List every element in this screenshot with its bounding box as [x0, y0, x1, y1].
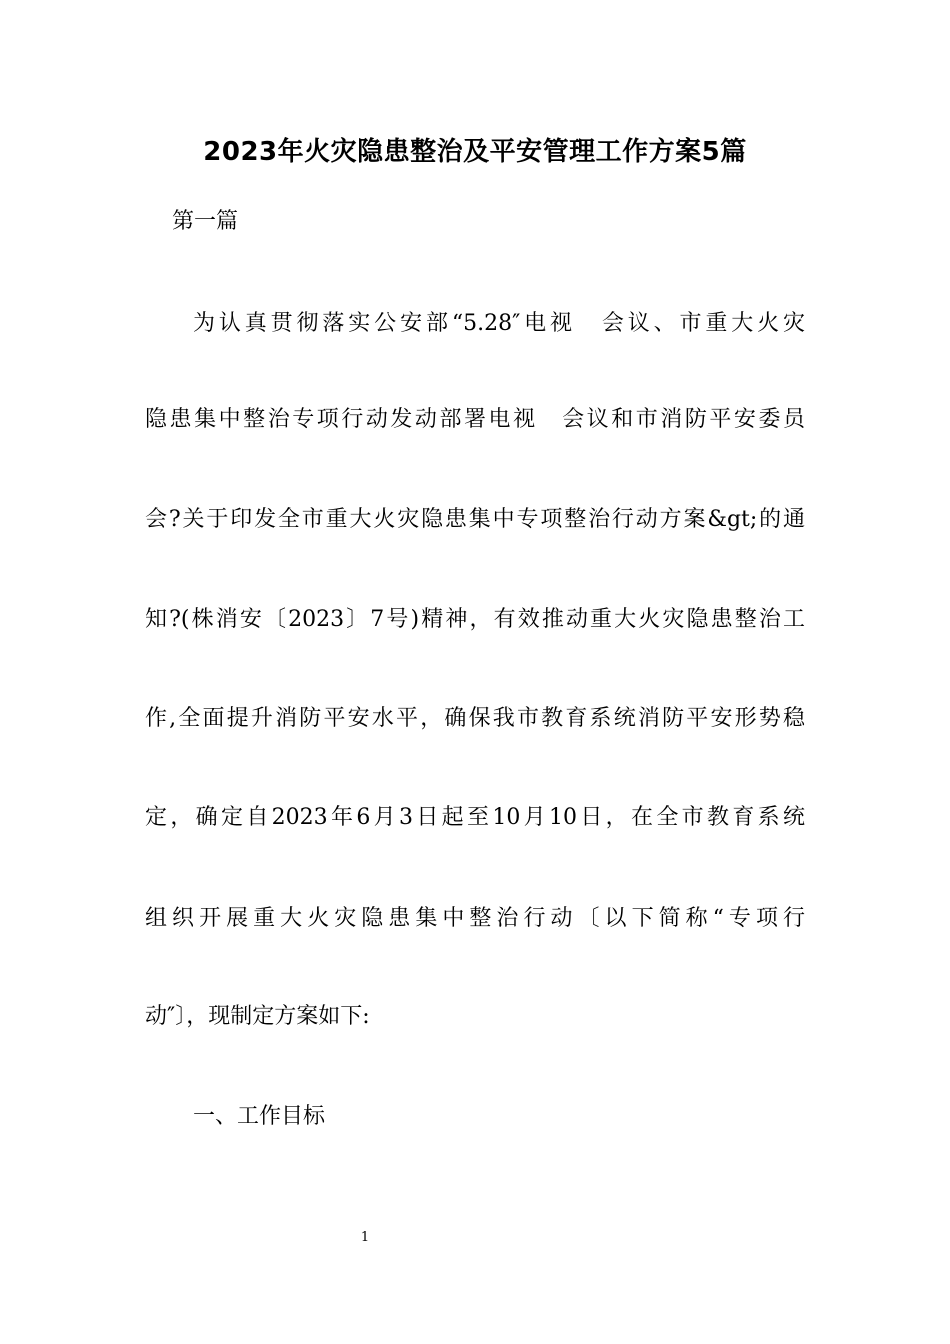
- section-label: 第一篇: [172, 209, 239, 234]
- page-number: 1: [360, 1230, 370, 1245]
- paragraph-line: 知?(株消安〔2023〕7号)精神，有效推动重大火灾隐患整治工: [145, 607, 805, 632]
- paragraph-line: 动″〕，现制定方案如下:: [145, 1004, 370, 1029]
- paragraph-line: 组织开展重大火灾隐患集中整治行动〔以下简称“专项行: [145, 906, 805, 931]
- paragraph-line: 隐患集中整治专项行动发动部署电视 会议和市消防平安委员: [145, 407, 805, 432]
- paragraph-line: 为认真贯彻落实公安部“5.28″电视 会议、市重大火灾: [193, 311, 805, 336]
- paragraph-line: 定，确定自2023年6月3日起至10月10日，在全市教育系统: [145, 805, 805, 830]
- paragraph-line: 会?关于印发全市重大火灾隐患集中专项整治行动方案&gt;的通: [145, 507, 805, 532]
- section-heading: 一、工作目标: [193, 1104, 326, 1129]
- document-title: 2023年火灾隐患整治及平安管理工作方案5篇: [203, 137, 747, 167]
- paragraph-line: 作,全面提升消防平安水平，确保我市教育系统消防平安形势稳: [145, 706, 805, 731]
